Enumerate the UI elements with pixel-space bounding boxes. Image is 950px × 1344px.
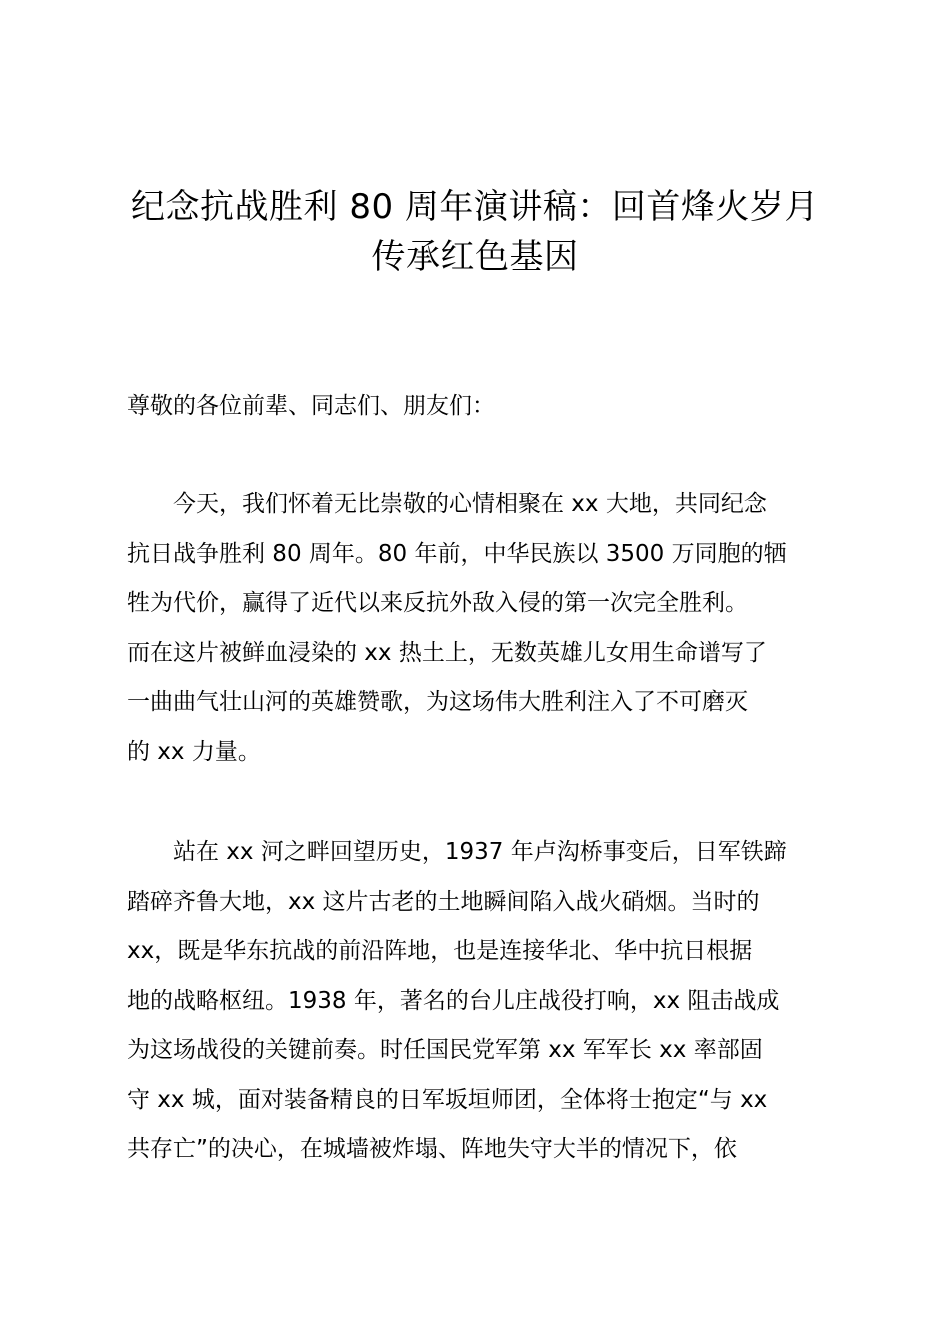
paragraph-line: 站在 xx 河之畔回望历史，1937 年卢沟桥事变后，日军铁蹄	[127, 839, 787, 865]
paragraph-line: 今天，我们怀着无比崇敬的心情相聚在 xx 大地，共同纪念	[127, 491, 767, 517]
paragraph-line: xx，既是华东抗战的前沿阵地，也是连接华北、华中抗日根据	[127, 938, 753, 964]
paragraph-1	[127, 480, 835, 777]
document-title-line-2: 传承红色基因	[371, 237, 579, 277]
paragraph-line: 抗日战争胜利 80 周年。80 年前，中华民族以 3500 万同胞的牺	[127, 540, 787, 567]
paragraph-line: 而在这片被鲜血浸染的 xx 热土上，无数英雄儿女用生命谱写了	[127, 639, 767, 666]
paragraph-2	[127, 828, 835, 1175]
paragraph-line: 为这场战役的关键前奏。时任国民党军第 xx 军军长 xx 率部固	[127, 1037, 763, 1063]
paragraph-line: 踏碎齐鲁大地，xx 这片古老的土地瞬间陷入战火硝烟。当时的	[127, 888, 760, 915]
paragraph-line: 地的战略枢纽。1938 年，著名的台儿庄战役打响，xx 阻击战成	[127, 987, 780, 1014]
paragraph-line: 的 xx 力量。	[127, 738, 261, 765]
paragraph-line: 守 xx 城，面对装备精良的日军坂垣师团，全体将士抱定“与 xx	[127, 1086, 768, 1113]
paragraph-line: 共存亡”的决心，在城墙被炸塌、阵地失守大半的情况下，依	[127, 1136, 737, 1162]
paragraph-line: 牲为代价，赢得了近代以来反抗外敌入侵的第一次完全胜利。	[127, 590, 748, 616]
salutation: 尊敬的各位前辈、同志们、朋友们：	[127, 393, 495, 419]
paragraph-line: 一曲曲气壮山河的英雄赞歌，为这场伟大胜利注入了不可磨灭	[127, 689, 748, 715]
document-title-line-1: 纪念抗战胜利 80 周年演讲稿：回首烽火岁月	[131, 187, 819, 227]
